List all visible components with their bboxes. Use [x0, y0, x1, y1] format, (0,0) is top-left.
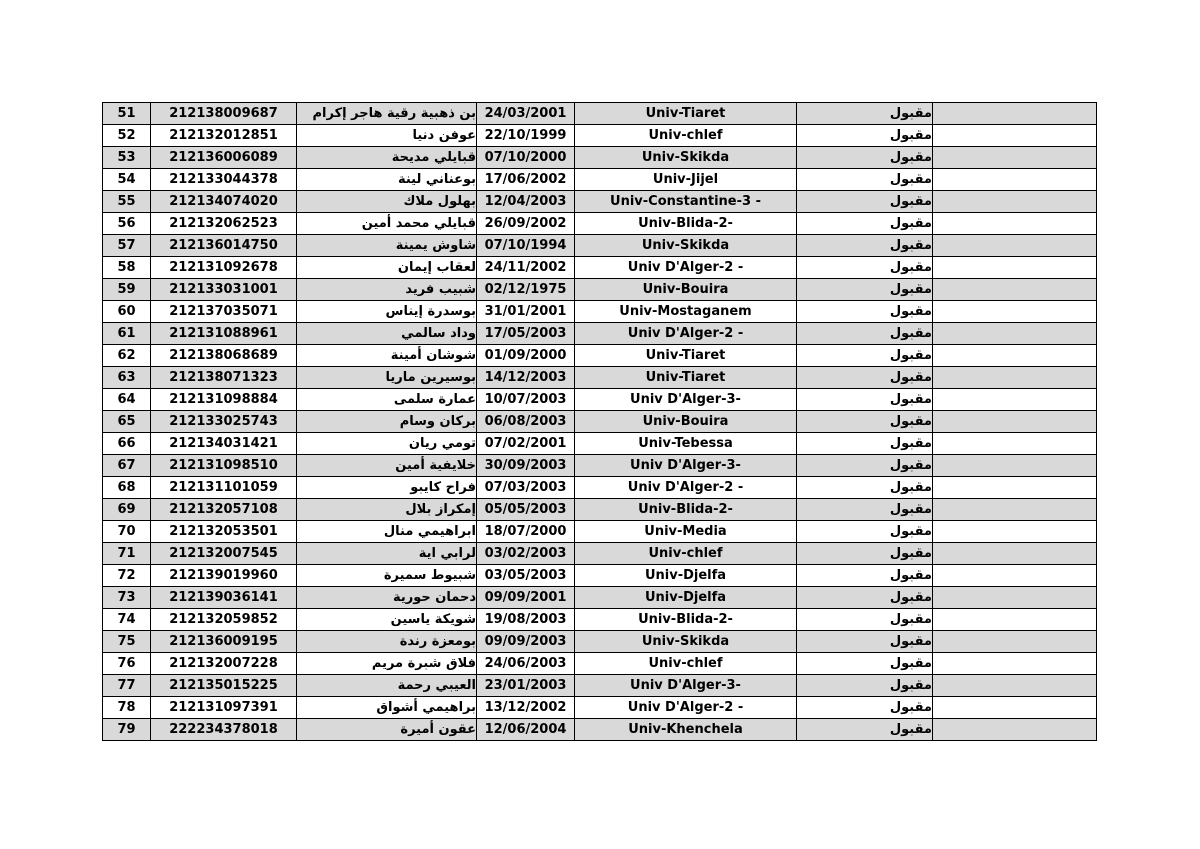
student-name-cell: قبايلي محمد أمين — [297, 213, 477, 235]
birth-date-cell: 18/07/2000 — [477, 521, 575, 543]
birth-date-cell: 07/10/2000 — [477, 147, 575, 169]
table-row — [103, 433, 1097, 455]
table-row — [103, 411, 1097, 433]
status-cell: مقبول — [797, 653, 933, 675]
status-cell: مقبول — [797, 433, 933, 455]
student-id-cell: 212139019960 — [151, 565, 297, 587]
student-name-cell: شبيب فريد — [297, 279, 477, 301]
table-row — [103, 389, 1097, 411]
student-id-cell: 212132012851 — [151, 125, 297, 147]
status-cell: مقبول — [797, 345, 933, 367]
student-name-cell: إمكراز بلال — [297, 499, 477, 521]
birth-date-cell: 02/12/1975 — [477, 279, 575, 301]
student-name-cell: خلايفية أمين — [297, 455, 477, 477]
student-name-cell: بوسدرة إيناس — [297, 301, 477, 323]
row-number-cell: 53 — [103, 147, 151, 169]
birth-date-cell: 07/10/1994 — [477, 235, 575, 257]
student-id-cell: 212137035071 — [151, 301, 297, 323]
university-cell: Univ-chlef — [575, 653, 797, 675]
table-row — [103, 213, 1097, 235]
student-name-cell: وداد سالمي — [297, 323, 477, 345]
empty-cell — [933, 191, 1097, 213]
status-cell: مقبول — [797, 301, 933, 323]
row-number-cell: 75 — [103, 631, 151, 653]
student-id-cell: 212139036141 — [151, 587, 297, 609]
status-cell: مقبول — [797, 279, 933, 301]
empty-cell — [933, 411, 1097, 433]
student-name-cell: عقون أميرة — [297, 719, 477, 741]
birth-date-cell: 14/12/2003 — [477, 367, 575, 389]
results-table — [102, 102, 1097, 741]
student-id-cell: 212138068689 — [151, 345, 297, 367]
student-name-cell: بن ذهبية رقية هاجر إكرام — [297, 103, 477, 125]
birth-date-cell: 17/06/2002 — [477, 169, 575, 191]
empty-cell — [933, 653, 1097, 675]
status-cell: مقبول — [797, 125, 933, 147]
student-name-cell: لعقاب إيمان — [297, 257, 477, 279]
empty-cell — [933, 719, 1097, 741]
table-row — [103, 609, 1097, 631]
student-id-cell: 212133031001 — [151, 279, 297, 301]
table-row — [103, 521, 1097, 543]
row-number-cell: 55 — [103, 191, 151, 213]
status-cell: مقبول — [797, 257, 933, 279]
university-cell: Univ-Mostaganem — [575, 301, 797, 323]
university-cell: Univ-Bouira — [575, 279, 797, 301]
birth-date-cell: 24/06/2003 — [477, 653, 575, 675]
student-name-cell: بوسيرين ماريا — [297, 367, 477, 389]
student-id-cell: 212136006089 — [151, 147, 297, 169]
status-cell: مقبول — [797, 477, 933, 499]
status-cell: مقبول — [797, 191, 933, 213]
row-number-cell: 66 — [103, 433, 151, 455]
table-row — [103, 235, 1097, 257]
university-cell: Univ-Khenchela — [575, 719, 797, 741]
table-row — [103, 147, 1097, 169]
empty-cell — [933, 257, 1097, 279]
student-id-cell: 212132007228 — [151, 653, 297, 675]
status-cell: مقبول — [797, 235, 933, 257]
table-row — [103, 631, 1097, 653]
table-row — [103, 587, 1097, 609]
empty-cell — [933, 697, 1097, 719]
row-number-cell: 69 — [103, 499, 151, 521]
table-row — [103, 499, 1097, 521]
empty-cell — [933, 521, 1097, 543]
birth-date-cell: 03/05/2003 — [477, 565, 575, 587]
university-cell: Univ-Blida-2- — [575, 213, 797, 235]
university-cell: Univ-Blida-2- — [575, 499, 797, 521]
student-name-cell: شبيوط سميرة — [297, 565, 477, 587]
table-row — [103, 257, 1097, 279]
birth-date-cell: 19/08/2003 — [477, 609, 575, 631]
university-cell: Univ-Media — [575, 521, 797, 543]
student-id-cell: 212132062523 — [151, 213, 297, 235]
birth-date-cell: 06/08/2003 — [477, 411, 575, 433]
status-cell: مقبول — [797, 455, 933, 477]
university-cell: Univ-Skikda — [575, 631, 797, 653]
status-cell: مقبول — [797, 697, 933, 719]
table-row — [103, 367, 1097, 389]
student-id-cell: 212131098884 — [151, 389, 297, 411]
student-id-cell: 212132053501 — [151, 521, 297, 543]
university-cell: Univ-Blida-2- — [575, 609, 797, 631]
university-cell: Univ-chlef — [575, 543, 797, 565]
row-number-cell: 57 — [103, 235, 151, 257]
student-id-cell: 212134074020 — [151, 191, 297, 213]
student-id-cell: 212131097391 — [151, 697, 297, 719]
empty-cell — [933, 279, 1097, 301]
empty-cell — [933, 125, 1097, 147]
student-id-cell: 212138071323 — [151, 367, 297, 389]
empty-cell — [933, 169, 1097, 191]
student-id-cell: 212131088961 — [151, 323, 297, 345]
row-number-cell: 65 — [103, 411, 151, 433]
status-cell: مقبول — [797, 169, 933, 191]
empty-cell — [933, 103, 1097, 125]
university-cell: Univ-Tebessa — [575, 433, 797, 455]
status-cell: مقبول — [797, 587, 933, 609]
empty-cell — [933, 301, 1097, 323]
empty-cell — [933, 433, 1097, 455]
student-id-cell: 212132059852 — [151, 609, 297, 631]
student-id-cell: 212134031421 — [151, 433, 297, 455]
university-cell: Univ D'Alger-3- — [575, 675, 797, 697]
table-row — [103, 191, 1097, 213]
university-cell: Univ-Constantine-3 - — [575, 191, 797, 213]
empty-cell — [933, 631, 1097, 653]
student-id-cell: 222234378018 — [151, 719, 297, 741]
row-number-cell: 56 — [103, 213, 151, 235]
student-name-cell: دحمان حورية — [297, 587, 477, 609]
birth-date-cell: 12/04/2003 — [477, 191, 575, 213]
table-row — [103, 477, 1097, 499]
status-cell: مقبول — [797, 389, 933, 411]
university-cell: Univ D'Alger-2 - — [575, 323, 797, 345]
row-number-cell: 73 — [103, 587, 151, 609]
university-cell: Univ-Tiaret — [575, 345, 797, 367]
row-number-cell: 64 — [103, 389, 151, 411]
student-name-cell: شاوش يمينة — [297, 235, 477, 257]
status-cell: مقبول — [797, 323, 933, 345]
birth-date-cell: 10/07/2003 — [477, 389, 575, 411]
table-row — [103, 653, 1097, 675]
row-number-cell: 62 — [103, 345, 151, 367]
birth-date-cell: 07/02/2001 — [477, 433, 575, 455]
university-cell: Univ-Tiaret — [575, 367, 797, 389]
student-name-cell: عمارة سلمى — [297, 389, 477, 411]
birth-date-cell: 13/12/2002 — [477, 697, 575, 719]
student-id-cell: 212136014750 — [151, 235, 297, 257]
student-name-cell: ابراهيمي منال — [297, 521, 477, 543]
university-cell: Univ-Djelfa — [575, 587, 797, 609]
table-row — [103, 301, 1097, 323]
student-name-cell: فلاق شبرة مريم — [297, 653, 477, 675]
status-cell: مقبول — [797, 543, 933, 565]
row-number-cell: 68 — [103, 477, 151, 499]
university-cell: Univ-Skikda — [575, 147, 797, 169]
university-cell: Univ-Skikda — [575, 235, 797, 257]
table-row — [103, 455, 1097, 477]
birth-date-cell: 09/09/2001 — [477, 587, 575, 609]
birth-date-cell: 24/03/2001 — [477, 103, 575, 125]
empty-cell — [933, 543, 1097, 565]
table-row — [103, 279, 1097, 301]
empty-cell — [933, 675, 1097, 697]
university-cell: Univ D'Alger-2 - — [575, 477, 797, 499]
student-id-cell: 212131098510 — [151, 455, 297, 477]
status-cell: مقبول — [797, 499, 933, 521]
empty-cell — [933, 323, 1097, 345]
empty-cell — [933, 367, 1097, 389]
row-number-cell: 77 — [103, 675, 151, 697]
student-name-cell: بوعناني لينة — [297, 169, 477, 191]
university-cell: Univ-Djelfa — [575, 565, 797, 587]
student-name-cell: شوشان أمينة — [297, 345, 477, 367]
status-cell: مقبول — [797, 675, 933, 697]
row-number-cell: 78 — [103, 697, 151, 719]
row-number-cell: 72 — [103, 565, 151, 587]
row-number-cell: 76 — [103, 653, 151, 675]
status-cell: مقبول — [797, 521, 933, 543]
row-number-cell: 79 — [103, 719, 151, 741]
student-name-cell: لرابي اية — [297, 543, 477, 565]
row-number-cell: 58 — [103, 257, 151, 279]
birth-date-cell: 26/09/2002 — [477, 213, 575, 235]
university-cell: Univ D'Alger-3- — [575, 389, 797, 411]
student-id-cell: 212132057108 — [151, 499, 297, 521]
university-cell: Univ D'Alger-2 - — [575, 257, 797, 279]
table-row — [103, 103, 1097, 125]
student-id-cell: 212135015225 — [151, 675, 297, 697]
table-row — [103, 323, 1097, 345]
student-id-cell: 212133044378 — [151, 169, 297, 191]
birth-date-cell: 07/03/2003 — [477, 477, 575, 499]
status-cell: مقبول — [797, 411, 933, 433]
status-cell: مقبول — [797, 565, 933, 587]
table-row — [103, 697, 1097, 719]
student-name-cell: فراح كايبو — [297, 477, 477, 499]
student-name-cell: قبايلي مديحة — [297, 147, 477, 169]
university-cell: Univ-Bouira — [575, 411, 797, 433]
status-cell: مقبول — [797, 367, 933, 389]
birth-date-cell: 23/01/2003 — [477, 675, 575, 697]
student-id-cell: 212138009687 — [151, 103, 297, 125]
birth-date-cell: 09/09/2003 — [477, 631, 575, 653]
birth-date-cell: 17/05/2003 — [477, 323, 575, 345]
row-number-cell: 74 — [103, 609, 151, 631]
empty-cell — [933, 147, 1097, 169]
row-number-cell: 54 — [103, 169, 151, 191]
university-cell: Univ-Jijel — [575, 169, 797, 191]
status-cell: مقبول — [797, 631, 933, 653]
table-row — [103, 169, 1097, 191]
student-name-cell: تومي ريان — [297, 433, 477, 455]
status-cell: مقبول — [797, 147, 933, 169]
university-cell: Univ D'Alger-2 - — [575, 697, 797, 719]
empty-cell — [933, 235, 1097, 257]
empty-cell — [933, 609, 1097, 631]
student-id-cell: 212131092678 — [151, 257, 297, 279]
university-cell: Univ D'Alger-3- — [575, 455, 797, 477]
university-cell: Univ-chlef — [575, 125, 797, 147]
student-name-cell: العيبي رحمة — [297, 675, 477, 697]
student-name-cell: بركان وسام — [297, 411, 477, 433]
empty-cell — [933, 455, 1097, 477]
student-name-cell: بومعزة رندة — [297, 631, 477, 653]
birth-date-cell: 03/02/2003 — [477, 543, 575, 565]
table-body — [103, 103, 1097, 741]
table-row — [103, 125, 1097, 147]
table-row — [103, 345, 1097, 367]
status-cell: مقبول — [797, 609, 933, 631]
row-number-cell: 60 — [103, 301, 151, 323]
table-row — [103, 543, 1097, 565]
row-number-cell: 52 — [103, 125, 151, 147]
birth-date-cell: 30/09/2003 — [477, 455, 575, 477]
empty-cell — [933, 565, 1097, 587]
birth-date-cell: 31/01/2001 — [477, 301, 575, 323]
row-number-cell: 71 — [103, 543, 151, 565]
status-cell: مقبول — [797, 103, 933, 125]
birth-date-cell: 24/11/2002 — [477, 257, 575, 279]
row-number-cell: 70 — [103, 521, 151, 543]
status-cell: مقبول — [797, 719, 933, 741]
birth-date-cell: 12/06/2004 — [477, 719, 575, 741]
row-number-cell: 61 — [103, 323, 151, 345]
row-number-cell: 51 — [103, 103, 151, 125]
row-number-cell: 59 — [103, 279, 151, 301]
empty-cell — [933, 477, 1097, 499]
table-row — [103, 675, 1097, 697]
student-name-cell: شويكة ياسين — [297, 609, 477, 631]
birth-date-cell: 01/09/2000 — [477, 345, 575, 367]
student-id-cell: 212133025743 — [151, 411, 297, 433]
empty-cell — [933, 345, 1097, 367]
empty-cell — [933, 587, 1097, 609]
status-cell: مقبول — [797, 213, 933, 235]
student-name-cell: براهيمي أشواق — [297, 697, 477, 719]
table-row — [103, 719, 1097, 741]
row-number-cell: 67 — [103, 455, 151, 477]
empty-cell — [933, 499, 1097, 521]
university-cell: Univ-Tiaret — [575, 103, 797, 125]
empty-cell — [933, 389, 1097, 411]
birth-date-cell: 22/10/1999 — [477, 125, 575, 147]
student-id-cell: 212131101059 — [151, 477, 297, 499]
birth-date-cell: 05/05/2003 — [477, 499, 575, 521]
student-id-cell: 212132007545 — [151, 543, 297, 565]
student-name-cell: عوفن دنيا — [297, 125, 477, 147]
row-number-cell: 63 — [103, 367, 151, 389]
table-row — [103, 565, 1097, 587]
student-id-cell: 212136009195 — [151, 631, 297, 653]
student-name-cell: بهلول ملاك — [297, 191, 477, 213]
empty-cell — [933, 213, 1097, 235]
